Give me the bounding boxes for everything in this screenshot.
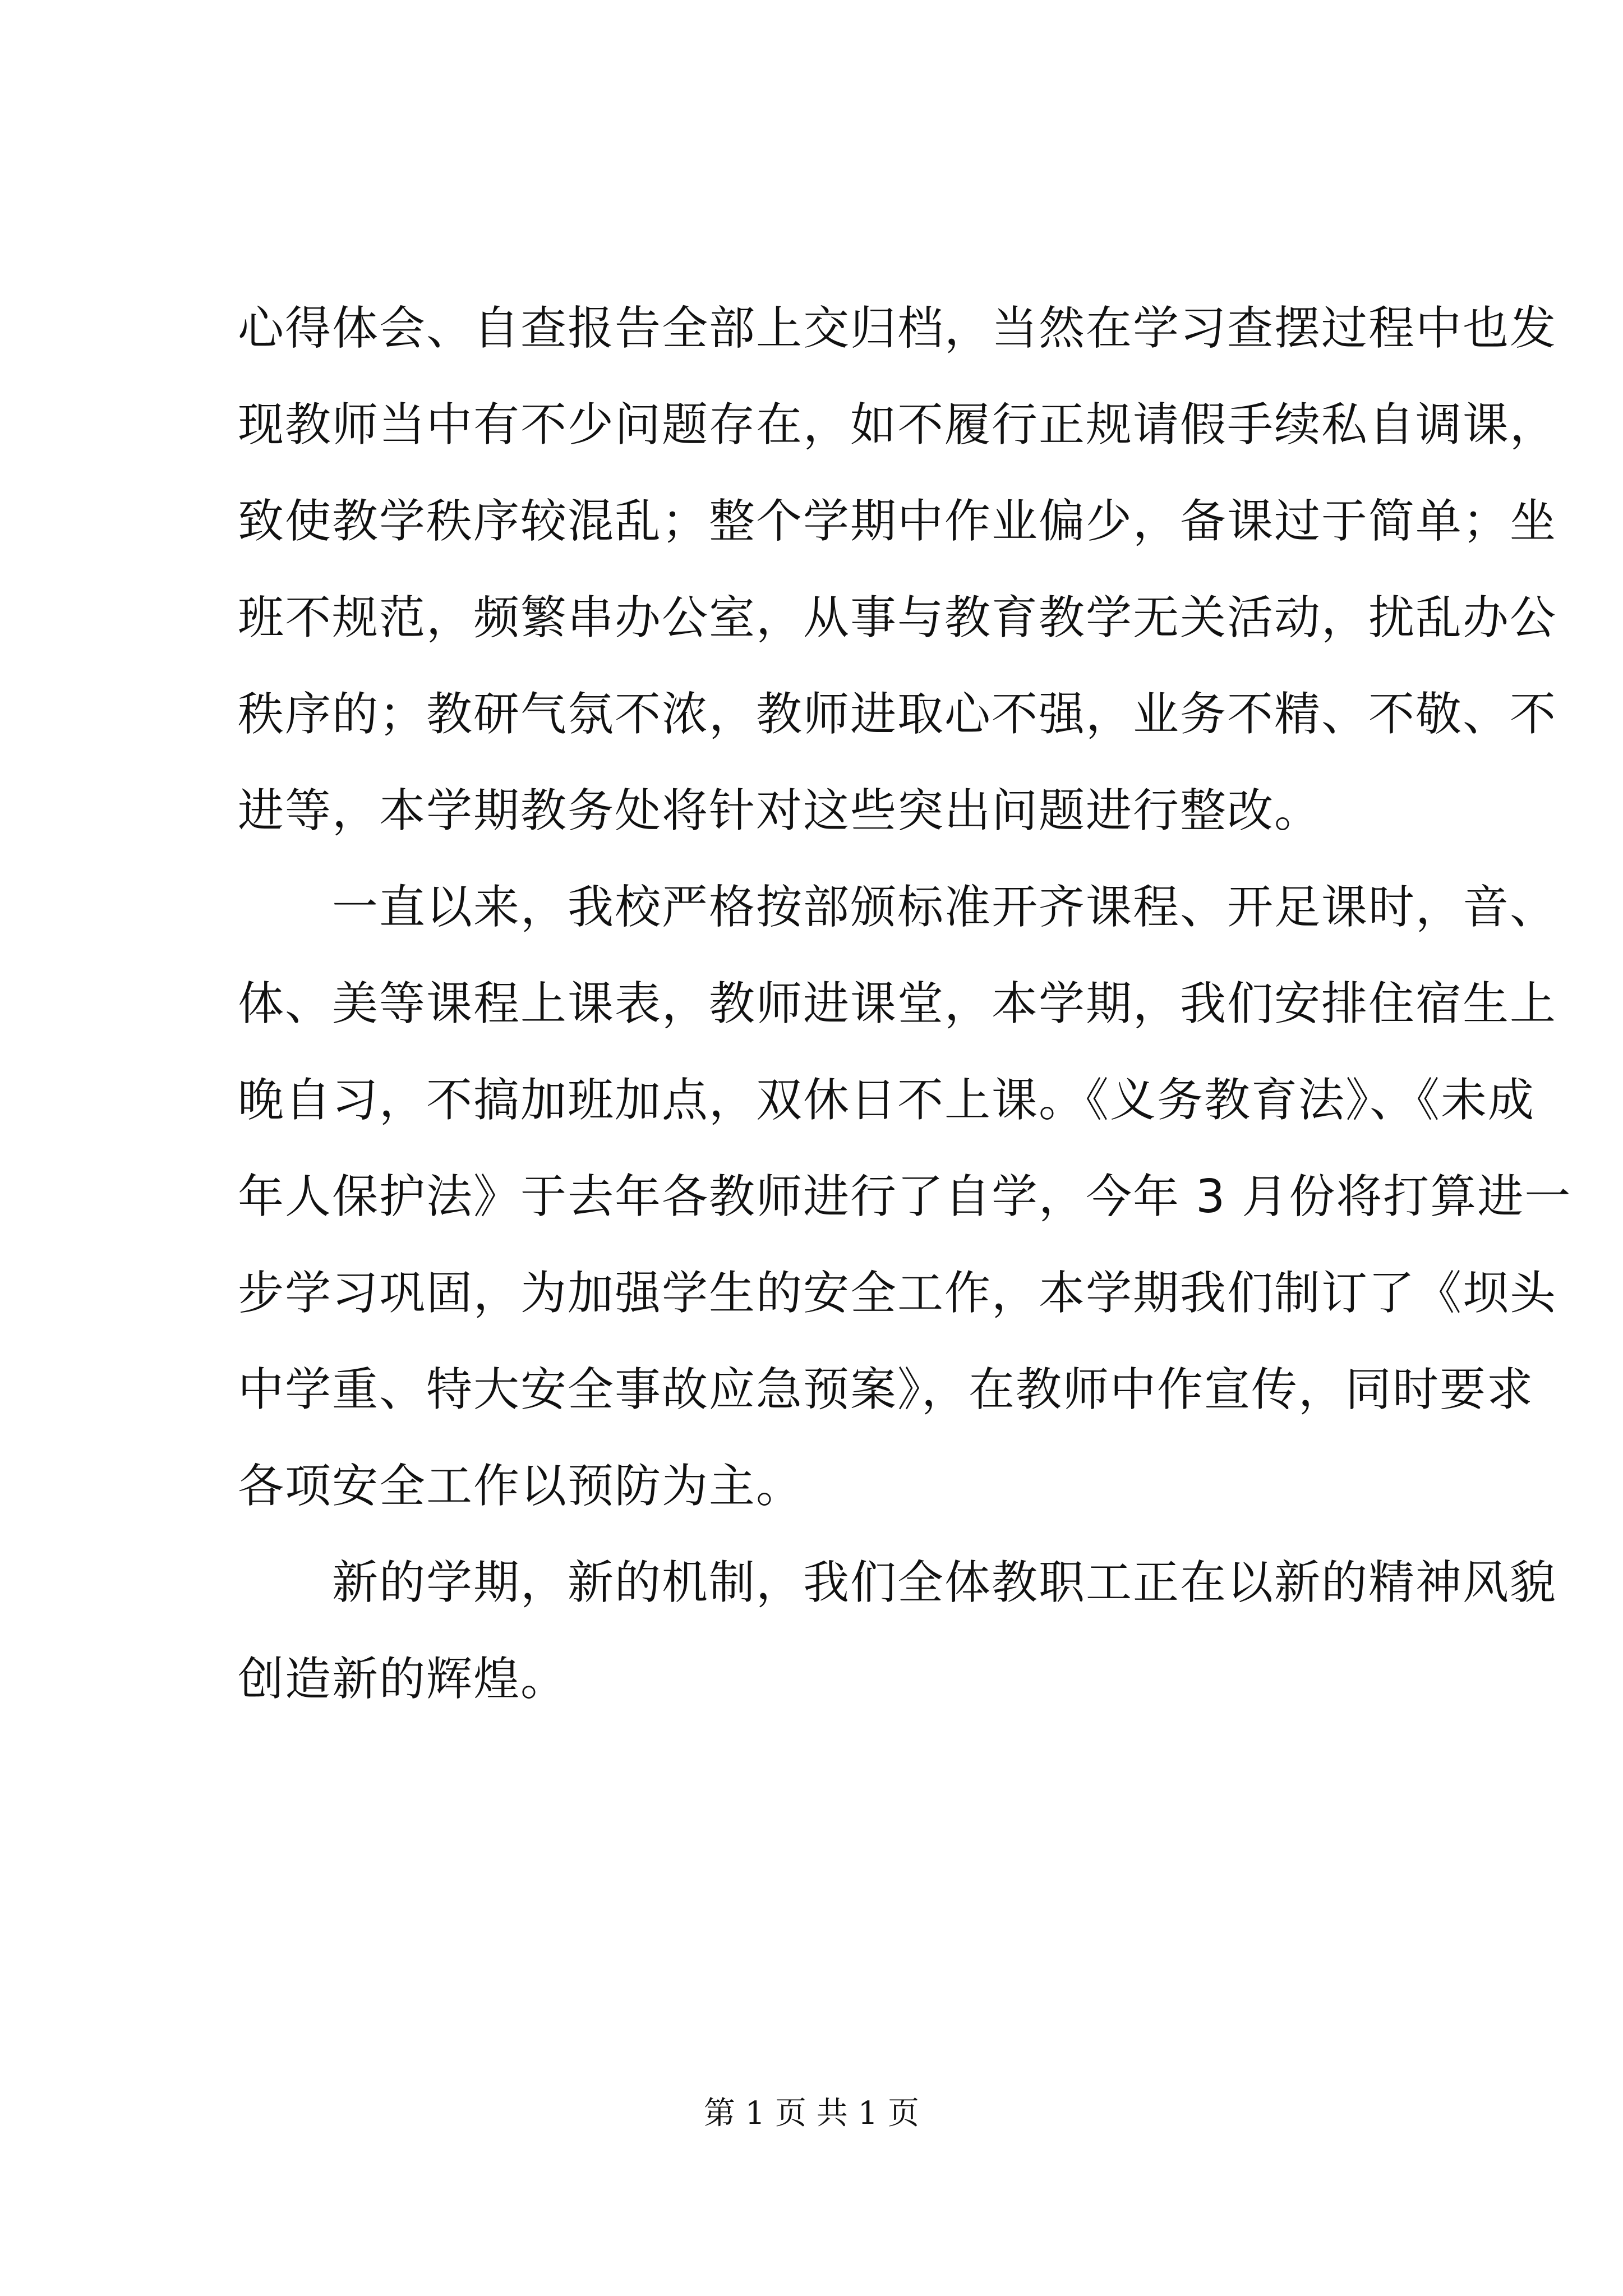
page-footer: 第 1 页 共 1 页 xyxy=(703,2095,920,2132)
text-line: 新的学期，新的机制，我们全体教职工正在以新的精神风貌 xyxy=(238,1556,1557,1609)
text-line: 步学习巩固，为加强学生的安全工作，本学期我们制订了《坝头 xyxy=(238,1267,1557,1320)
text-line: 进等，本学期教务处将针对这些突出问题进行整改。 xyxy=(238,784,1322,838)
document-body xyxy=(238,280,1572,1728)
text-line: 年人保护法》于去年各教师进行了自学，今年 3 月份将打算进一 xyxy=(238,1170,1572,1223)
text-line: 致使教学秩序较混乱；整个学期中作业偏少，备课过于简单；坐 xyxy=(238,495,1557,548)
text-line: 中学重、特大安全事故应急预案》，在教师中作宣传，同时要求 xyxy=(238,1363,1534,1416)
text-line: 体、美等课程上课表，教师进课堂，本学期，我们安排住宿生上 xyxy=(238,977,1557,1030)
text-line: 秩序的；教研气氛不浓，教师进取心不强，业务不精、不敬、不 xyxy=(238,688,1557,741)
text-line: 现教师当中有不少问题存在，如不履行正规请假手续私自调课， xyxy=(238,398,1557,452)
text-line: 各项安全工作以预防为主。 xyxy=(238,1460,804,1513)
text-line: 心得体会、自查报告全部上交归档，当然在学习查摆过程中也发 xyxy=(238,302,1557,355)
text-line: 创造新的辉煌。 xyxy=(238,1653,568,1706)
text-line: 晚自习，不搞加班加点，双休日不上课。《义务教育法》、《未成 xyxy=(238,1074,1536,1127)
text-line: 班不规范，频繁串办公室，从事与教育教学无关活动，扰乱办公 xyxy=(238,591,1557,645)
text-line: 一直以来，我校严格按部颁标准开齐课程、开足课时，音、 xyxy=(238,881,1557,934)
